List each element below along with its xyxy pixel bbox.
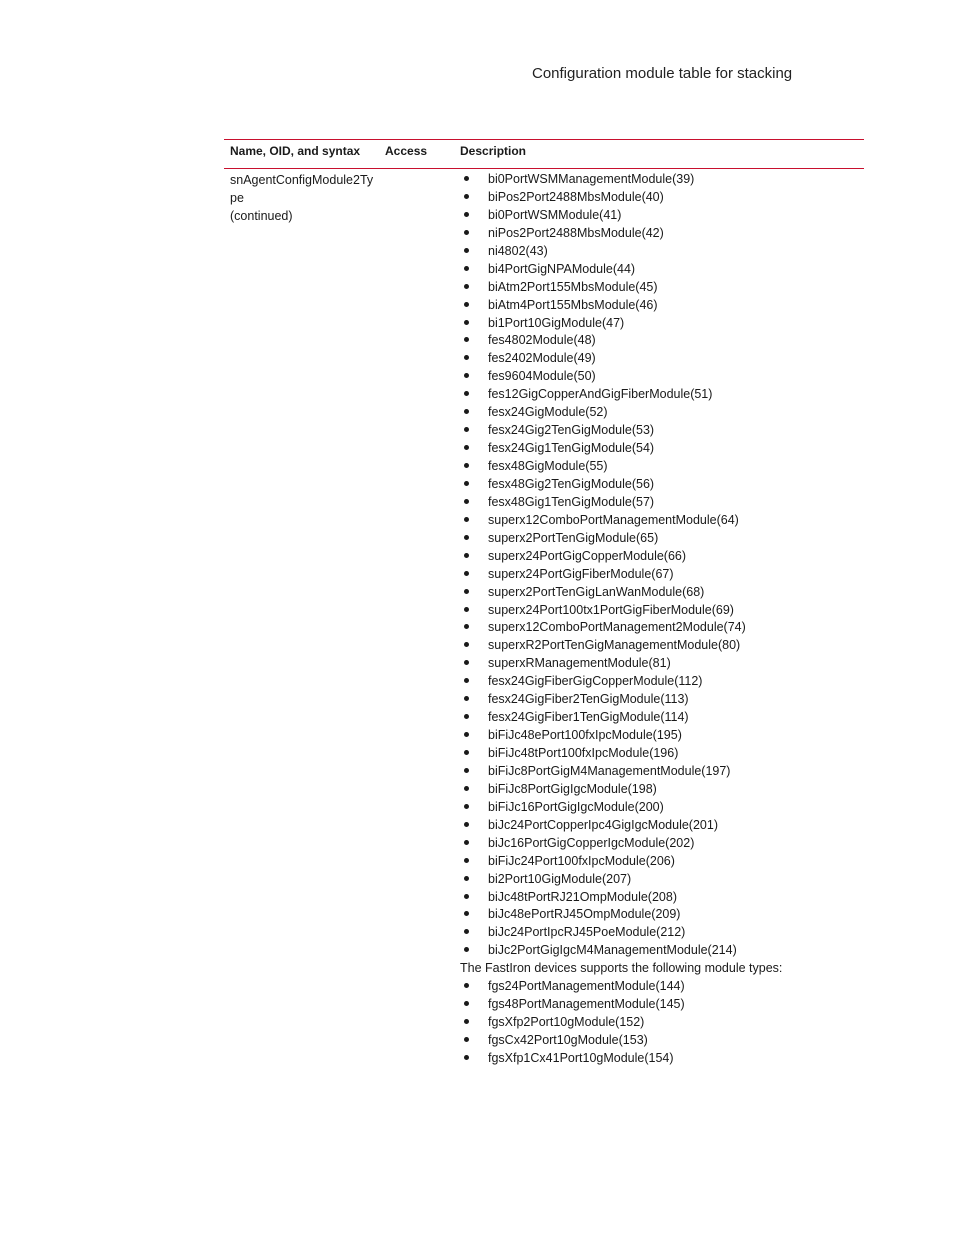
- list-item: fesx24Gig1TenGigModule(54): [460, 440, 860, 458]
- fastiron-intro: The FastIron devices supports the following module types:: [460, 961, 783, 976]
- list-item: biFiJc16PortGigIgcModule(200): [460, 799, 860, 817]
- list-item: superx24PortGigCopperModule(66): [460, 548, 860, 566]
- list-item: biJc24PortIpcRJ45PoeModule(212): [460, 924, 860, 942]
- list-item: fes2402Module(49): [460, 350, 860, 368]
- list-item: biAtm2Port155MbsModule(45): [460, 279, 860, 297]
- list-item: bi4PortGigNPAModule(44): [460, 261, 860, 279]
- module-list: [460, 171, 860, 960]
- list-item: fes12GigCopperAndGigFiberModule(51): [460, 386, 860, 404]
- list-item: niPos2Port2488MbsModule(42): [460, 225, 860, 243]
- list-item: biPos2Port2488MbsModule(40): [460, 189, 860, 207]
- description-cell: [460, 171, 860, 1068]
- list-item: superx2PortTenGigLanWanModule(68): [460, 584, 860, 602]
- list-item: biFiJc48tPort100fxIpcModule(196): [460, 745, 860, 763]
- list-item: biFiJc24Port100fxIpcModule(206): [460, 853, 860, 871]
- list-item: fgs24PortManagementModule(144): [460, 978, 860, 996]
- mib-table: [224, 139, 864, 1065]
- name-line: (continued): [230, 209, 293, 223]
- fastiron-module-list: [460, 978, 860, 1068]
- list-item: ni4802(43): [460, 243, 860, 261]
- list-item: fgsXfp2Port10gModule(152): [460, 1014, 860, 1032]
- list-item: fes9604Module(50): [460, 368, 860, 386]
- list-item: fesx48Gig1TenGigModule(57): [460, 494, 860, 512]
- list-item: fgsXfp1Cx41Port10gModule(154): [460, 1050, 860, 1068]
- list-item: biJc24PortCopperIpc4GigIgcModule(201): [460, 817, 860, 835]
- table-header-row: [224, 140, 864, 168]
- list-item: fesx24GigFiber2TenGigModule(113): [460, 691, 860, 709]
- header-description: Description: [460, 144, 527, 158]
- list-item: bi0PortWSMManagementModule(39): [460, 171, 860, 189]
- list-item: fesx24GigFiber1TenGigModule(114): [460, 709, 860, 727]
- name-line: snAgentConfigModule2Ty: [230, 173, 374, 187]
- list-item: superx24PortGigFiberModule(67): [460, 566, 860, 584]
- list-item: biJc2PortGigIgcM4ManagementModule(214): [460, 942, 860, 960]
- list-item: superxR2PortTenGigManagementModule(80): [460, 637, 860, 655]
- header-name-oid-syntax: Name, OID, and syntax: [230, 144, 361, 158]
- list-item: superx12ComboPortManagement2Module(74): [460, 619, 860, 637]
- list-item: biJc16PortGigCopperIgcModule(202): [460, 835, 860, 853]
- list-item: superx12ComboPortManagementModule(64): [460, 512, 860, 530]
- list-item: biFiJc8PortGigIgcModule(198): [460, 781, 860, 799]
- list-item: bi2Port10GigModule(207): [460, 871, 860, 889]
- list-item: superx24Port100tx1PortGigFiberModule(69): [460, 602, 860, 620]
- list-item: bi0PortWSMModule(41): [460, 207, 860, 225]
- running-header: Configuration module table for stacking: [532, 65, 793, 82]
- list-item: fesx24GigFiberGigCopperModule(112): [460, 673, 860, 691]
- list-item: biJc48tPortRJ21OmpModule(208): [460, 889, 860, 907]
- list-item: superx2PortTenGigModule(65): [460, 530, 860, 548]
- list-item: fgsCx42Port10gModule(153): [460, 1032, 860, 1050]
- table-header-rule: [224, 168, 864, 169]
- list-item: fgs48PortManagementModule(145): [460, 996, 860, 1014]
- list-item: bi1Port10GigModule(47): [460, 315, 860, 333]
- list-item: superxRManagementModule(81): [460, 655, 860, 673]
- header-access: Access: [385, 144, 428, 158]
- list-item: fesx48GigModule(55): [460, 458, 860, 476]
- list-item: biJc48ePortRJ45OmpModule(209): [460, 906, 860, 924]
- list-item: fes4802Module(48): [460, 332, 860, 350]
- name-line: pe: [230, 191, 244, 205]
- list-item: biFiJc8PortGigM4ManagementModule(197): [460, 763, 860, 781]
- list-item: fesx48Gig2TenGigModule(56): [460, 476, 860, 494]
- list-item: biFiJc48ePort100fxIpcModule(195): [460, 727, 860, 745]
- list-item: biAtm4Port155MbsModule(46): [460, 297, 860, 315]
- list-item: fesx24GigModule(52): [460, 404, 860, 422]
- name-cell: [230, 171, 376, 225]
- list-item: fesx24Gig2TenGigModule(53): [460, 422, 860, 440]
